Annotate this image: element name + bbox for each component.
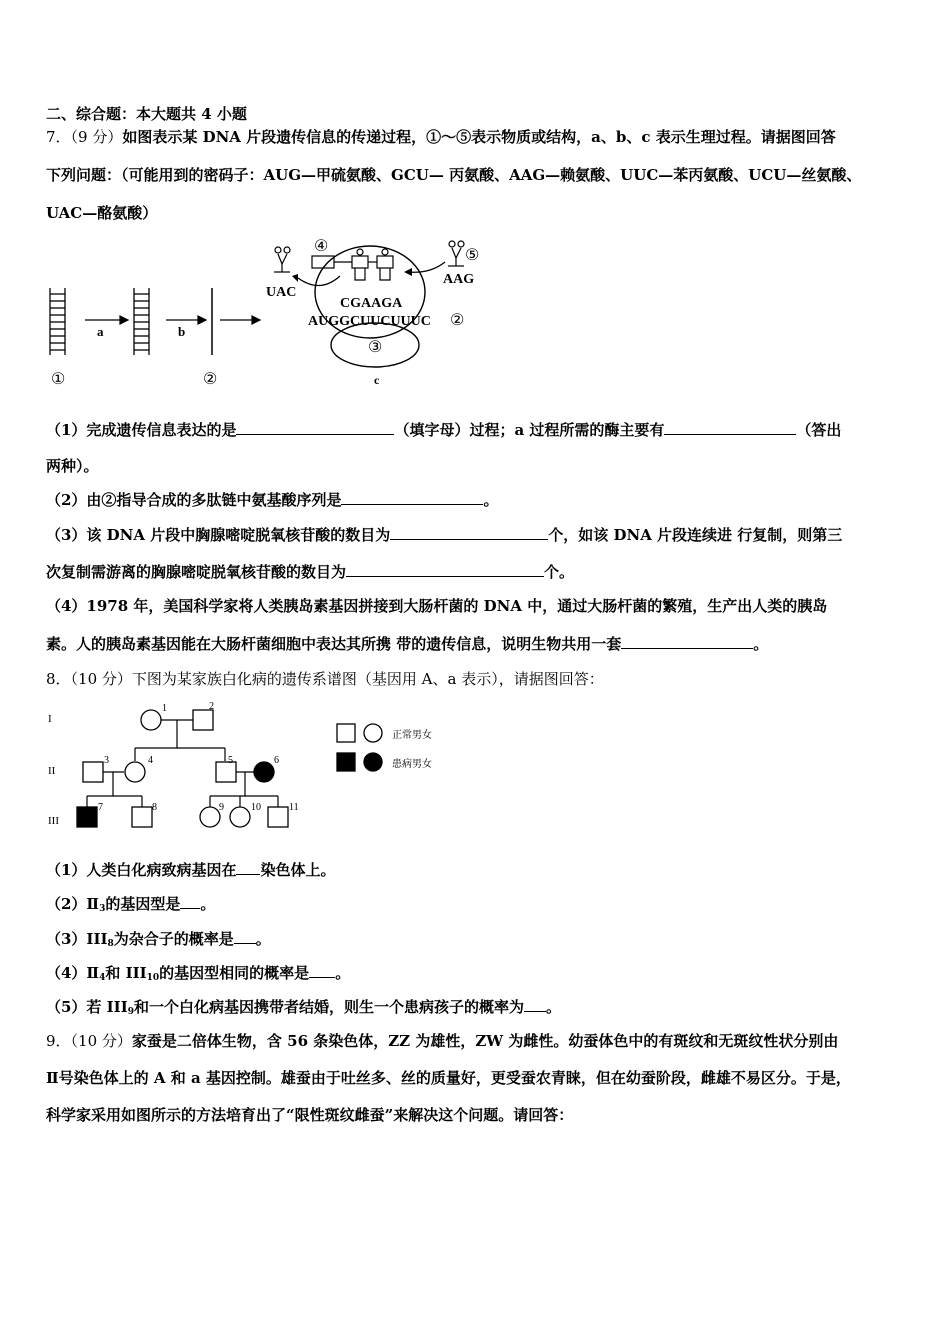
q8-sub1 [46,860,914,880]
q7-sub1-b: （填字母）过程；a 过程所需的酶主要有 [394,421,665,439]
legend-affected-text: 患病男女 [392,759,432,770]
q8-blank-3[interactable] [234,929,256,944]
q7-sub4: （4）1978 年，美国科学家将人类胰岛素基因拼接到大肠杆菌的 DNA 中，通过大肠杆菌的繁殖，生产出人类的胰岛 [46,597,828,615]
legend-affected-female [364,753,382,771]
q9-line1-text: 家蚕是二倍体生物，含 56 条染色体，ZZ 为雄性，ZW 为雌性。幼蚕体色中的有斑纹和无斑纹性状分别由 [131,1032,839,1050]
legend-normal-text: 正常男女 [392,730,432,741]
person-2-male [193,710,213,730]
process-c-label: c [374,373,380,387]
q8-sub5-c: 。 [546,998,562,1016]
q8-sub3-c: 。 [255,930,271,948]
q7-figure [40,232,500,392]
id-3: 3 [104,755,109,766]
q8-sub5-b: 和一个白化病基因携带者结婚，则生一个患病孩子的概率为 [133,998,524,1016]
pedigree-lines [87,720,278,807]
q8-sub2-subscript: 3 [99,904,106,914]
q8-sub4 [46,963,914,988]
q7-sub3 [46,525,914,545]
q8-sub1-b: 染色体上。 [260,861,336,879]
id-7: 7 [98,802,103,813]
gen-III-label: III [48,815,59,827]
person-5-male [216,762,236,782]
person-4-female [125,762,145,782]
process-a-label: a [97,324,104,339]
q7-blank-1[interactable] [236,420,394,435]
q8-sub2-b: 的基因型是 [105,895,181,913]
id-5: 5 [228,755,233,766]
label-4: ④ [314,238,329,255]
q8-sub2-c: 。 [200,895,216,913]
q7-sub2 [46,490,914,510]
id-9: 9 [219,802,224,813]
label-2-lower: ② [203,371,218,388]
q8-sub1-a: （1）人类白化病致病基因在 [46,861,237,879]
q8-blank-5[interactable] [524,997,546,1012]
q7-stem-line2: 下列问题：（可能用到的密码子：AUG—甲硫氨酸、GCU— 丙氨酸、AAG—赖氨酸、UUC—苯丙氨酸、UCU—丝氨酸、 [46,166,862,184]
dna-replicated [134,288,149,355]
q8-sub5-a: （5）若 III [46,998,128,1016]
id-6: 6 [274,755,279,766]
person-7-affected-male [77,807,97,827]
q7-blank-4[interactable] [390,525,548,540]
dna-double-helix [50,288,65,355]
q7-blank-3[interactable] [341,490,483,505]
q9-line3: 科学家采用如图所示的方法培育出了“限性斑纹雌蚕”来解决这个问题。请回答： [46,1106,574,1124]
label-3: ③ [368,339,383,356]
q8-blank-2[interactable] [180,894,200,909]
q8-sub2 [46,894,914,919]
q7-sub4-cont [46,634,914,654]
q7-points: （9 分） [70,128,123,146]
q8-sub4-subscript-2: 10 [146,973,160,983]
q8-sub3-subscript: 8 [107,939,114,949]
id-8: 8 [152,802,157,813]
id-1: 1 [162,703,167,714]
q8-stem [46,669,914,689]
id-4: 4 [148,755,153,766]
q9-points: （10 分） [70,1032,132,1050]
arrow-c [220,316,260,324]
gen-I-label: I [48,713,52,725]
arrow-a [85,316,128,324]
q7-stem-line1 [46,127,914,147]
q9-number: 9． [46,1032,71,1050]
q8-sub4-subscript-1: 4 [99,973,106,983]
id-10: 10 [251,802,261,813]
q7-sub3-cont [46,562,914,582]
q9-line2: Ⅱ号染色体上的 A 和 a 基因控制。雄蚕由于吐丝多、丝的质量好，更受蚕农青睐，但在幼蚕阶段，雌雄不易区分。于是， [46,1069,851,1087]
anticodon-left: UAC [266,285,297,300]
q7-number: 7． [46,128,71,146]
q7-sub1-c: （答出 [796,421,842,439]
person-9-female [200,807,220,827]
q8-sub4-d: 。 [335,964,351,982]
label-5: ⑤ [465,247,480,264]
q8-blank-1[interactable] [236,860,260,875]
section-title: 二、综合题：本大题共 4 小题 [46,105,247,123]
trna-left [274,247,290,272]
q7-sub1 [46,420,914,440]
q7-stem-text1: 如图表示某 DNA 片段遗传信息的传递过程，①～⑤表示物质或结构，a、b、c 表示生理过程。请据图回答 [122,128,836,146]
q8-sub5-subscript: 9 [127,1007,134,1017]
q8-sub3-a: （3）III [46,930,108,948]
process-b-label: b [178,324,186,339]
q7-sub1-a: （1）完成遗传信息表达的是 [46,421,237,439]
person-6-affected-female [254,762,274,782]
q8-stem-text: 下图为某家族白化病的遗传系谱图（基因用 A、a 表示），请据图回答： [131,670,604,688]
id-2: 2 [209,701,214,712]
q7-sub4-c: 。 [753,635,769,653]
trna-right [448,241,464,266]
q8-points: （10 分） [70,670,132,688]
id-11: 11 [289,802,299,813]
q8-number: 8． [46,670,71,688]
q7-sub3-a: （3）该 DNA 片段中胸腺嘧啶脱氧核苷酸的数目为 [46,526,391,544]
label-2-upper: ② [450,312,465,329]
q7-sub3-d: 个。 [544,563,575,581]
q7-sub3-b: 个，如该 DNA 片段连续进 行复制，则第三 [548,526,843,544]
anticodon-right: AAG [443,272,475,287]
legend-affected-male [337,753,355,771]
q9-line1 [46,1031,914,1051]
arrow-b [166,316,206,324]
person-11-male [268,807,288,827]
person-10-female [230,807,250,827]
q8-sub3-b: 为杂合子的概率是 [113,930,234,948]
person-1-female [141,710,161,730]
generation-labels [48,713,59,827]
q7-sub1-cont: 两种）。 [46,457,99,475]
gen-II-label: II [48,765,56,777]
person-8-male [132,807,152,827]
person-3-male [83,762,103,782]
q8-sub3 [46,929,914,954]
q7-sub2-a: （2）由②指导合成的多肽链中氨基酸序列是 [46,491,342,509]
q7-sub4-b: 素。人的胰岛素基因能在大肠杆菌细胞中表达其所携 带的遗传信息，说明生物共用一套 [46,635,622,653]
q8-sub2-a: （2）Ⅱ [46,895,100,913]
mrna-sequence: AUGGCUUCUUUC [308,314,431,329]
q7-blank-2[interactable] [664,420,796,435]
pedigree-chart [40,700,460,840]
q7-sub3-c: 次复制需游离的胸腺嘧啶脱氧核苷酸的数目为 [46,563,347,581]
q8-blank-4[interactable] [309,963,335,978]
anticodons-mid: CGAAGA [340,296,403,311]
polypeptide-chain [312,256,334,268]
legend-normal-male [337,724,355,742]
q7-sub2-b: 。 [483,491,499,509]
q7-blank-6[interactable] [621,634,753,649]
q7-stem-line3: UAC—酪氨酸） [46,204,158,222]
legend-normal-female [364,724,382,742]
q7-blank-5[interactable] [346,562,544,577]
q8-sub5 [46,997,914,1022]
q8-sub4-a: （4）Ⅱ [46,964,100,982]
q8-sub4-c: 的基因型相同的概率是 [159,964,310,982]
q8-sub4-b: 和 III [105,964,147,982]
trna-pair [352,249,393,280]
label-1: ① [51,371,66,388]
